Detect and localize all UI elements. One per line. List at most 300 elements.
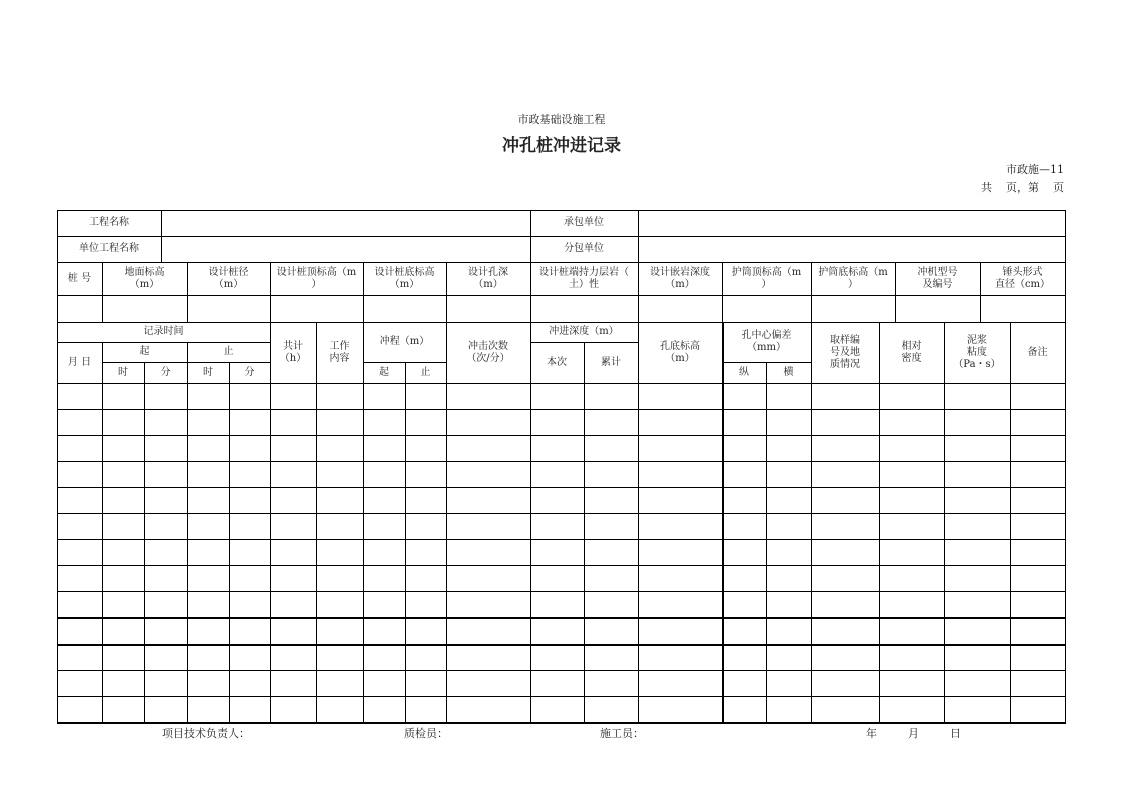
record-cell[interactable] xyxy=(879,383,944,409)
record-cell[interactable] xyxy=(446,696,530,722)
record-cell[interactable] xyxy=(1010,539,1065,565)
record-cell[interactable] xyxy=(584,644,638,670)
record-cell[interactable] xyxy=(187,383,229,409)
record-cell[interactable] xyxy=(584,617,638,644)
record-cell[interactable] xyxy=(57,513,102,539)
record-cell[interactable] xyxy=(766,435,811,461)
record-cell[interactable] xyxy=(1010,617,1065,644)
record-cell[interactable] xyxy=(187,487,229,513)
record-cell[interactable] xyxy=(187,565,229,591)
record-cell[interactable] xyxy=(446,383,530,409)
record-cell[interactable] xyxy=(811,409,879,435)
record-cell[interactable] xyxy=(584,591,638,617)
record-cell[interactable] xyxy=(144,513,187,539)
record-cell[interactable] xyxy=(446,617,530,644)
record-cell[interactable] xyxy=(584,696,638,722)
record-cell[interactable] xyxy=(102,461,144,487)
record-cell[interactable] xyxy=(405,670,446,696)
design-value-cell[interactable] xyxy=(530,295,638,322)
record-cell[interactable] xyxy=(766,513,811,539)
record-cell[interactable] xyxy=(144,670,187,696)
record-cell[interactable] xyxy=(638,409,722,435)
record-cell[interactable] xyxy=(638,513,722,539)
record-cell[interactable] xyxy=(446,461,530,487)
record-cell[interactable] xyxy=(57,383,102,409)
record-cell[interactable] xyxy=(57,461,102,487)
grid-line xyxy=(57,722,1066,724)
record-cell[interactable] xyxy=(722,409,766,435)
record-cell[interactable] xyxy=(57,435,102,461)
record-cell[interactable] xyxy=(530,461,584,487)
record-cell[interactable] xyxy=(879,409,944,435)
record-cell[interactable] xyxy=(187,617,229,644)
record-cell[interactable] xyxy=(102,617,144,644)
end-minute-header: 分 xyxy=(244,366,255,378)
record-cell[interactable] xyxy=(57,539,102,565)
record-cell[interactable] xyxy=(229,591,270,617)
record-cell[interactable] xyxy=(316,644,363,670)
record-cell[interactable] xyxy=(405,487,446,513)
record-cell[interactable] xyxy=(530,513,584,539)
record-cell[interactable] xyxy=(584,461,638,487)
blow-count-header: 冲击次数 （次/分） xyxy=(466,340,510,364)
record-cell[interactable] xyxy=(229,461,270,487)
start-hour-header: 时 xyxy=(118,366,128,378)
record-cell[interactable] xyxy=(144,461,187,487)
record-cell[interactable] xyxy=(766,383,811,409)
record-cell[interactable] xyxy=(722,670,766,696)
record-cell[interactable] xyxy=(316,591,363,617)
subcontractor-label: 分包单位 xyxy=(564,243,604,254)
record-cell[interactable] xyxy=(57,617,102,644)
design-value-cell[interactable] xyxy=(722,295,811,322)
project-name-label: 工程名称 xyxy=(89,217,129,228)
record-cell[interactable] xyxy=(144,617,187,644)
relative-density-header: 相对 密度 xyxy=(901,340,922,364)
record-cell[interactable] xyxy=(766,539,811,565)
record-cell[interactable] xyxy=(446,539,530,565)
record-cell[interactable] xyxy=(229,670,270,696)
record-cell[interactable] xyxy=(811,644,879,670)
record-cell[interactable] xyxy=(879,670,944,696)
rock-socket-depth-header: 设计嵌岩深度 （m） xyxy=(650,266,710,290)
record-cell[interactable] xyxy=(446,670,530,696)
record-cell[interactable] xyxy=(102,487,144,513)
record-cell[interactable] xyxy=(1010,383,1065,409)
inspector-signature-label: 质检员： xyxy=(404,727,448,740)
record-cell[interactable] xyxy=(270,513,316,539)
record-cell[interactable] xyxy=(879,513,944,539)
record-cell[interactable] xyxy=(229,383,270,409)
record-cell[interactable] xyxy=(229,696,270,722)
record-cell[interactable] xyxy=(316,670,363,696)
record-cell[interactable] xyxy=(102,696,144,722)
record-cell[interactable] xyxy=(144,383,187,409)
record-cell[interactable] xyxy=(944,487,1010,513)
record-cell[interactable] xyxy=(944,670,1010,696)
record-cell[interactable] xyxy=(405,644,446,670)
contractor-field[interactable] xyxy=(638,210,1065,236)
pages-unit-label: 页，第 xyxy=(1006,181,1039,194)
deviation-longitudinal-header: 纵 xyxy=(739,366,749,378)
record-cell[interactable] xyxy=(722,435,766,461)
record-cell[interactable] xyxy=(584,435,638,461)
record-cell[interactable] xyxy=(638,696,722,722)
record-cell[interactable] xyxy=(584,539,638,565)
record-cell[interactable] xyxy=(102,539,144,565)
record-cell[interactable] xyxy=(316,696,363,722)
record-cell[interactable] xyxy=(316,383,363,409)
start-minute-header: 分 xyxy=(160,366,171,378)
record-cell[interactable] xyxy=(766,409,811,435)
record-cell[interactable] xyxy=(405,409,446,435)
record-cell[interactable] xyxy=(584,513,638,539)
record-cell[interactable] xyxy=(722,461,766,487)
record-cell[interactable] xyxy=(811,565,879,591)
record-cell[interactable] xyxy=(944,617,1010,644)
record-cell[interactable] xyxy=(270,487,316,513)
record-cell[interactable] xyxy=(363,670,405,696)
unit-project-label: 单位工程名称 xyxy=(79,243,139,254)
record-cell[interactable] xyxy=(187,644,229,670)
end-hour-header: 时 xyxy=(203,366,213,378)
record-cell[interactable] xyxy=(530,435,584,461)
design-value-cell[interactable] xyxy=(980,295,1065,322)
record-cell[interactable] xyxy=(405,435,446,461)
record-cell[interactable] xyxy=(102,513,144,539)
record-cell[interactable] xyxy=(584,409,638,435)
record-cell[interactable] xyxy=(722,644,766,670)
record-cell[interactable] xyxy=(363,539,405,565)
record-cell[interactable] xyxy=(316,461,363,487)
record-cell[interactable] xyxy=(270,383,316,409)
record-cell[interactable] xyxy=(638,539,722,565)
record-cell[interactable] xyxy=(879,696,944,722)
record-cell[interactable] xyxy=(638,617,722,644)
record-cell[interactable] xyxy=(879,539,944,565)
record-cell[interactable] xyxy=(144,435,187,461)
record-cell[interactable] xyxy=(638,591,722,617)
record-cell[interactable] xyxy=(811,591,879,617)
record-cell[interactable] xyxy=(811,539,879,565)
record-cell[interactable] xyxy=(187,435,229,461)
record-cell[interactable] xyxy=(102,383,144,409)
record-cell[interactable] xyxy=(57,487,102,513)
form-supertitle: 市政基础设施工程 xyxy=(517,113,606,126)
record-cell[interactable] xyxy=(144,696,187,722)
record-cell[interactable] xyxy=(446,591,530,617)
record-cell[interactable] xyxy=(944,513,1010,539)
stroke-header: 冲程（m） xyxy=(379,336,430,347)
record-cell[interactable] xyxy=(187,409,229,435)
record-cell[interactable] xyxy=(766,591,811,617)
design-value-cell[interactable] xyxy=(363,295,446,322)
record-cell[interactable] xyxy=(187,513,229,539)
record-cell[interactable] xyxy=(766,644,811,670)
record-cell[interactable] xyxy=(316,513,363,539)
record-cell[interactable] xyxy=(584,670,638,696)
record-cell[interactable] xyxy=(1010,591,1065,617)
design-value-cell[interactable] xyxy=(811,295,895,322)
record-cell[interactable] xyxy=(270,644,316,670)
record-cell[interactable] xyxy=(405,696,446,722)
record-cell[interactable] xyxy=(144,409,187,435)
record-cell[interactable] xyxy=(944,383,1010,409)
record-cell[interactable] xyxy=(766,696,811,722)
record-cell[interactable] xyxy=(722,487,766,513)
record-cell[interactable] xyxy=(270,565,316,591)
record-cell[interactable] xyxy=(270,591,316,617)
record-cell[interactable] xyxy=(722,617,766,644)
subcontractor-field[interactable] xyxy=(638,236,1065,262)
record-cell[interactable] xyxy=(363,696,405,722)
design-value-cell[interactable] xyxy=(895,295,980,322)
record-cell[interactable] xyxy=(584,487,638,513)
record-cell[interactable] xyxy=(229,513,270,539)
tech-lead-signature-label: 项目技术负责人： xyxy=(162,727,250,740)
record-cell[interactable] xyxy=(944,644,1010,670)
record-cell[interactable] xyxy=(270,409,316,435)
record-cell[interactable] xyxy=(144,539,187,565)
stroke-end-header: 止 xyxy=(420,366,431,378)
record-cell[interactable] xyxy=(187,591,229,617)
record-cell[interactable] xyxy=(57,670,102,696)
record-cell[interactable] xyxy=(766,617,811,644)
record-cell[interactable] xyxy=(530,383,584,409)
record-cell[interactable] xyxy=(879,591,944,617)
record-cell[interactable] xyxy=(1010,409,1065,435)
record-cell[interactable] xyxy=(405,513,446,539)
record-cell[interactable] xyxy=(722,696,766,722)
record-cell[interactable] xyxy=(57,409,102,435)
record-cell[interactable] xyxy=(102,565,144,591)
record-cell[interactable] xyxy=(811,670,879,696)
record-cell[interactable] xyxy=(363,644,405,670)
record-time-header: 记录时间 xyxy=(143,326,184,337)
record-cell[interactable] xyxy=(879,644,944,670)
record-cell[interactable] xyxy=(638,565,722,591)
record-cell[interactable] xyxy=(363,409,405,435)
record-cell[interactable] xyxy=(944,409,1010,435)
record-cell[interactable] xyxy=(811,617,879,644)
record-cell[interactable] xyxy=(229,617,270,644)
record-cell[interactable] xyxy=(811,696,879,722)
record-cell[interactable] xyxy=(530,565,584,591)
record-cell[interactable] xyxy=(316,487,363,513)
record-cell[interactable] xyxy=(944,461,1010,487)
record-cell[interactable] xyxy=(57,591,102,617)
record-cell[interactable] xyxy=(638,435,722,461)
design-pile-bottom-elevation-header: 设计桩底标高 （m） xyxy=(374,266,435,290)
record-cell[interactable] xyxy=(270,461,316,487)
record-cell[interactable] xyxy=(1010,670,1065,696)
record-cell[interactable] xyxy=(584,383,638,409)
record-cell[interactable] xyxy=(530,670,584,696)
record-cell[interactable] xyxy=(638,487,722,513)
form-title: 冲孔桩冲进记录 xyxy=(502,136,621,156)
record-cell[interactable] xyxy=(229,644,270,670)
record-cell[interactable] xyxy=(270,435,316,461)
record-cell[interactable] xyxy=(363,513,405,539)
record-cell[interactable] xyxy=(1010,487,1065,513)
record-cell[interactable] xyxy=(316,565,363,591)
record-cell[interactable] xyxy=(405,383,446,409)
record-cell[interactable] xyxy=(405,565,446,591)
record-cell[interactable] xyxy=(270,670,316,696)
record-cell[interactable] xyxy=(1010,696,1065,722)
record-cell[interactable] xyxy=(102,644,144,670)
stroke-start-header: 起 xyxy=(379,366,389,378)
record-cell[interactable] xyxy=(363,383,405,409)
record-cell[interactable] xyxy=(811,383,879,409)
record-cell[interactable] xyxy=(144,591,187,617)
record-cell[interactable] xyxy=(879,617,944,644)
record-cell[interactable] xyxy=(316,435,363,461)
unit-project-field[interactable] xyxy=(161,236,530,262)
record-cell[interactable] xyxy=(446,409,530,435)
record-cell[interactable] xyxy=(144,565,187,591)
casing-top-elevation-header: 护筒顶标高（m ） xyxy=(731,266,802,290)
design-value-cell[interactable] xyxy=(57,295,102,322)
record-cell[interactable] xyxy=(766,565,811,591)
record-cell[interactable] xyxy=(530,487,584,513)
project-name-field[interactable] xyxy=(161,210,530,236)
pile-no-header: 桩 号 xyxy=(67,272,92,284)
record-cell[interactable] xyxy=(446,513,530,539)
record-cell[interactable] xyxy=(944,435,1010,461)
record-cell[interactable] xyxy=(102,591,144,617)
record-cell[interactable] xyxy=(363,591,405,617)
record-cell[interactable] xyxy=(530,644,584,670)
record-cell[interactable] xyxy=(944,565,1010,591)
record-cell[interactable] xyxy=(446,565,530,591)
record-cell[interactable] xyxy=(229,565,270,591)
record-cell[interactable] xyxy=(811,487,879,513)
record-cell[interactable] xyxy=(722,383,766,409)
record-cell[interactable] xyxy=(187,696,229,722)
record-cell[interactable] xyxy=(446,644,530,670)
record-cell[interactable] xyxy=(584,565,638,591)
date-year-label: 年 xyxy=(866,727,877,740)
record-cell[interactable] xyxy=(1010,461,1065,487)
record-cell[interactable] xyxy=(316,617,363,644)
record-cell[interactable] xyxy=(879,461,944,487)
design-value-cell[interactable] xyxy=(638,295,722,322)
record-cell[interactable] xyxy=(766,487,811,513)
record-cell[interactable] xyxy=(722,539,766,565)
record-cell[interactable] xyxy=(1010,565,1065,591)
record-cell[interactable] xyxy=(405,461,446,487)
record-cell[interactable] xyxy=(229,539,270,565)
hole-bottom-elevation-header: 孔底标高 （m） xyxy=(660,340,700,364)
pages-unit-label-2: 页 xyxy=(1053,181,1064,194)
casing-bottom-elevation-header: 护筒底标高（m ） xyxy=(818,266,888,290)
record-cell[interactable] xyxy=(722,591,766,617)
record-cell[interactable] xyxy=(102,435,144,461)
record-cell[interactable] xyxy=(229,487,270,513)
pile-record-table xyxy=(57,210,1066,724)
record-cell[interactable] xyxy=(229,435,270,461)
page-count xyxy=(981,179,1064,195)
record-cell[interactable] xyxy=(229,409,270,435)
record-cell[interactable] xyxy=(57,644,102,670)
record-cell[interactable] xyxy=(446,487,530,513)
record-cell[interactable] xyxy=(530,696,584,722)
design-value-cell[interactable] xyxy=(446,295,530,322)
machine-model-header: 冲机型号 及编号 xyxy=(917,266,958,290)
record-cell[interactable] xyxy=(270,696,316,722)
record-cell[interactable] xyxy=(638,461,722,487)
record-cell[interactable] xyxy=(187,461,229,487)
record-cell[interactable] xyxy=(363,461,405,487)
record-cell[interactable] xyxy=(363,617,405,644)
grid-line xyxy=(1065,210,1066,723)
record-cell[interactable] xyxy=(270,539,316,565)
record-cell[interactable] xyxy=(530,617,584,644)
record-cell[interactable] xyxy=(270,617,316,644)
record-cell[interactable] xyxy=(144,487,187,513)
record-cell[interactable] xyxy=(405,539,446,565)
record-cell[interactable] xyxy=(879,435,944,461)
record-cell[interactable] xyxy=(879,487,944,513)
record-cell[interactable] xyxy=(316,539,363,565)
record-cell[interactable] xyxy=(405,617,446,644)
record-cell[interactable] xyxy=(363,565,405,591)
record-cell[interactable] xyxy=(57,565,102,591)
record-cell[interactable] xyxy=(187,539,229,565)
record-cell[interactable] xyxy=(530,591,584,617)
record-cell[interactable] xyxy=(1010,644,1065,670)
record-cell[interactable] xyxy=(102,670,144,696)
record-cell[interactable] xyxy=(811,513,879,539)
record-cell[interactable] xyxy=(102,409,144,435)
record-cell[interactable] xyxy=(638,644,722,670)
record-cell[interactable] xyxy=(1010,435,1065,461)
record-cell[interactable] xyxy=(405,591,446,617)
end-time-header: 止 xyxy=(223,346,234,357)
record-cell[interactable] xyxy=(446,435,530,461)
record-cell[interactable] xyxy=(1010,513,1065,539)
record-cell[interactable] xyxy=(530,409,584,435)
record-cell[interactable] xyxy=(57,696,102,722)
record-cell[interactable] xyxy=(638,383,722,409)
record-cell[interactable] xyxy=(638,670,722,696)
record-cell[interactable] xyxy=(363,487,405,513)
record-cell[interactable] xyxy=(766,670,811,696)
record-cell[interactable] xyxy=(944,591,1010,617)
design-value-cell[interactable] xyxy=(270,295,363,322)
record-cell[interactable] xyxy=(530,539,584,565)
record-cell[interactable] xyxy=(879,565,944,591)
work-content-header: 工作 内容 xyxy=(329,340,350,364)
record-cell[interactable] xyxy=(187,670,229,696)
record-cell[interactable] xyxy=(363,435,405,461)
record-cell[interactable] xyxy=(944,696,1010,722)
record-cell[interactable] xyxy=(722,565,766,591)
record-cell[interactable] xyxy=(316,409,363,435)
record-cell[interactable] xyxy=(766,461,811,487)
record-cell[interactable] xyxy=(722,513,766,539)
design-hole-depth-header: 设计孔深 （m） xyxy=(468,266,508,290)
record-cell[interactable] xyxy=(811,435,879,461)
record-cell[interactable] xyxy=(811,461,879,487)
date-day-label: 日 xyxy=(950,727,961,740)
total-hours-header: 共计 （h） xyxy=(279,340,307,364)
design-value-cell[interactable] xyxy=(102,295,187,322)
record-cell[interactable] xyxy=(144,644,187,670)
record-cell[interactable] xyxy=(944,539,1010,565)
design-value-cell[interactable] xyxy=(187,295,270,322)
